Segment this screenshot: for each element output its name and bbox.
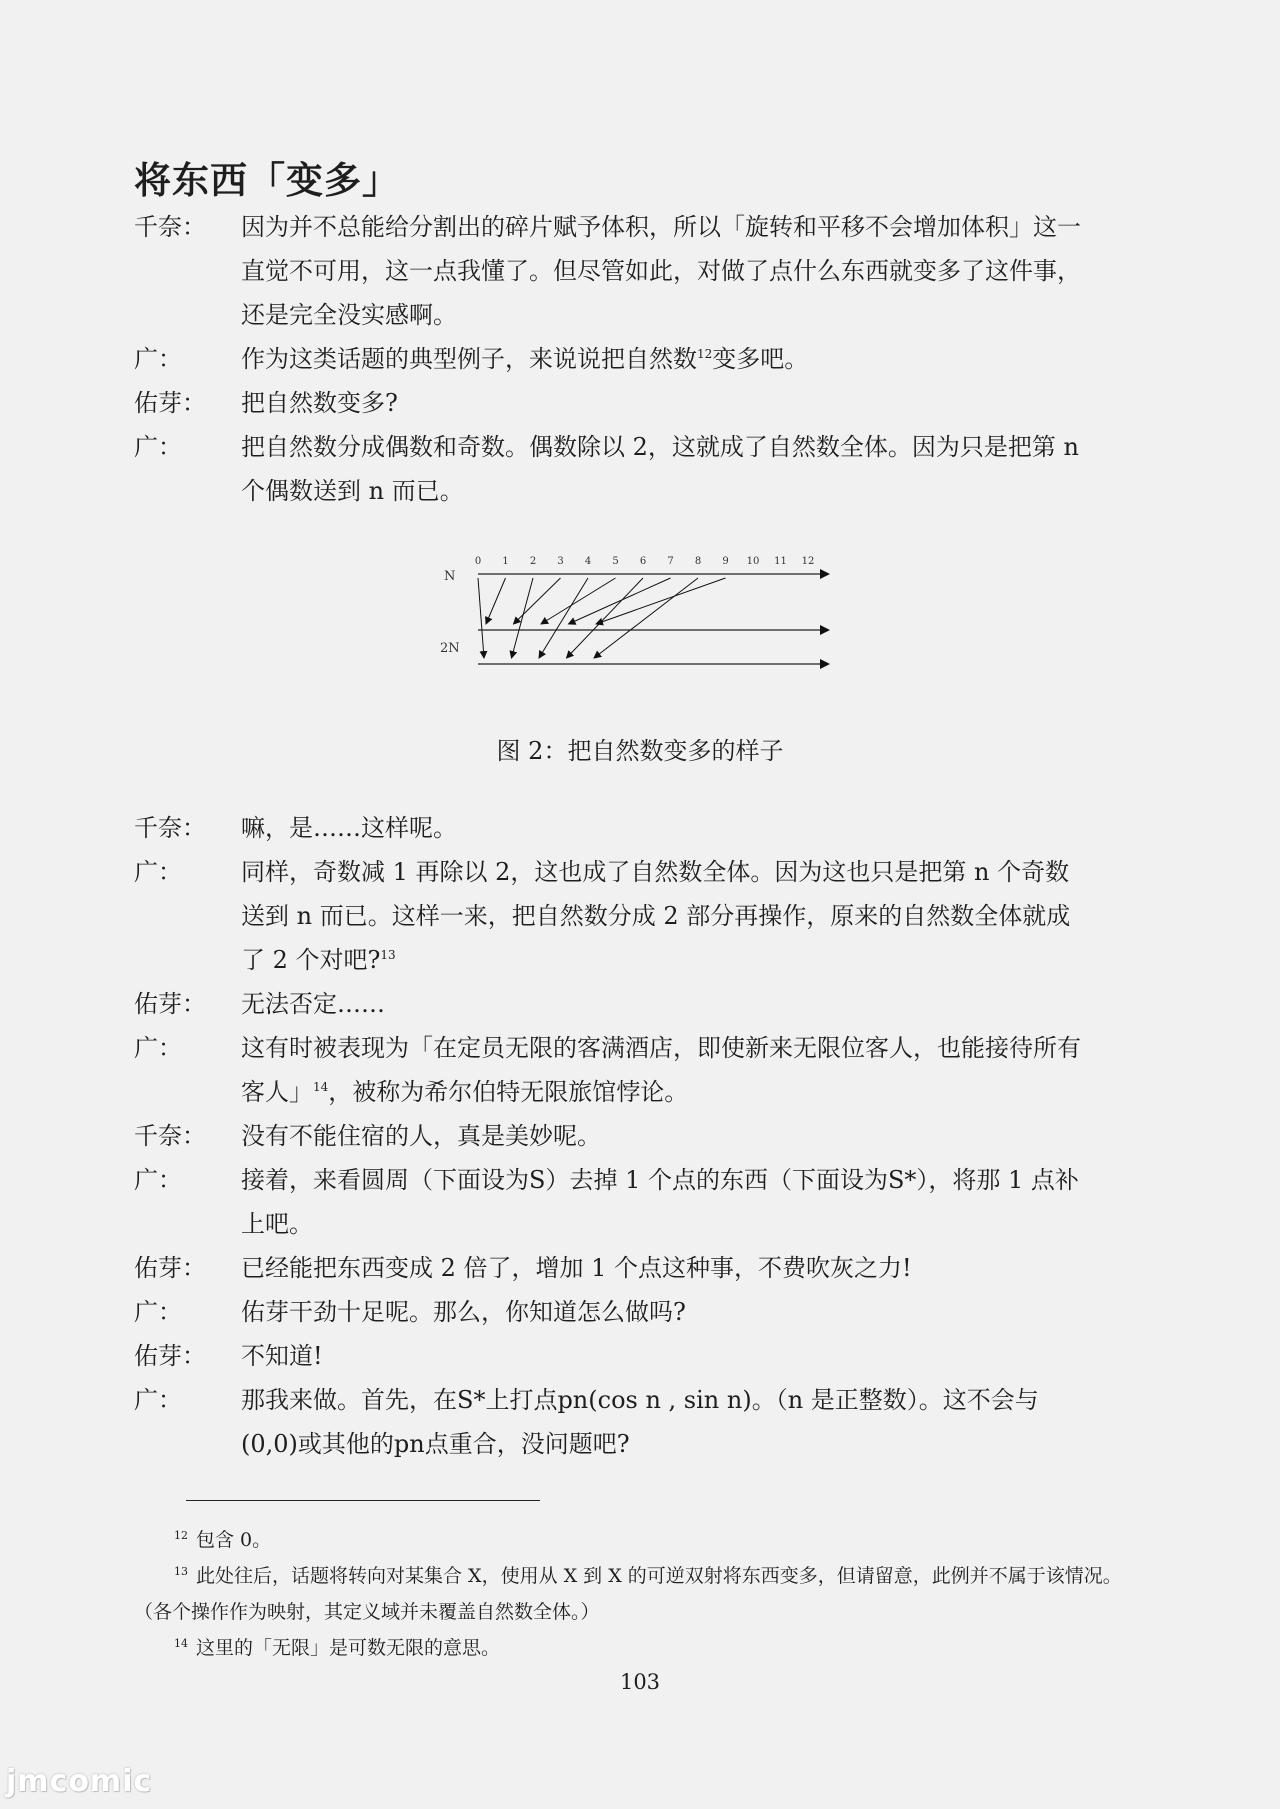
speech-text: 因为并不总能给分割出的碎片赋予体积，所以「旋转和平移不会增加体积」这一直觉不可用，这一点我懂了。但尽管如此，对做了点什么东西就变多了这件事，还是完全没实感啊。: [241, 213, 1081, 329]
speech-text: 嘛，是……这样呢。: [241, 814, 457, 842]
footnote-number: 14: [174, 1636, 188, 1650]
speaker-label: 广：: [134, 1034, 182, 1062]
tick-label: 12: [801, 556, 815, 567]
footnote-divider: [186, 1500, 540, 1501]
dialogue-bottom: [134, 806, 1134, 1466]
natural-numbers-diagram: [430, 550, 850, 680]
mapping-arrows: [478, 578, 726, 658]
speaker-label: 千奈：: [134, 814, 206, 842]
footnote-ref: 12: [697, 347, 713, 361]
dialogue-line: [134, 1246, 1134, 1290]
row-label-2n: 2N: [440, 641, 460, 656]
speech-text: 已经能把东西变成 2 倍了，增加 1 个点这种事，不费吹灰之力!: [241, 1254, 912, 1282]
footnote-number: 13: [174, 1564, 188, 1578]
speech-text: 那我来做。首先，在S*上打点pn(cos n , sin n)。（n 是正整数）。这不会与(0,0)或其他的pn点重合，没问题吧?: [241, 1386, 1039, 1458]
even-mapping-arrow: [594, 578, 698, 658]
watermark-logo: jmcomic: [6, 1764, 153, 1799]
speaker-label: 千奈：: [134, 213, 206, 241]
tick-label: 3: [557, 556, 564, 567]
dialogue-line: [134, 850, 1134, 982]
dialogue-line: [134, 337, 1134, 381]
figure-caption: 图 2：把自然数变多的样子: [496, 737, 784, 765]
speech-text-before: 这有时被表现为「在定员无限的客满酒店，即使新来无限位客人，也能接待所有客人」: [241, 1034, 1081, 1106]
row-label-n: N: [444, 569, 456, 584]
dialogue-line: [134, 1334, 1134, 1378]
speech-text-before: 作为这类话题的典型例子，来说说把自然数: [241, 345, 697, 373]
dialogue-line: [134, 1158, 1134, 1246]
even-mapping-arrow: [512, 578, 534, 658]
footnote-text: 包含 0。: [196, 1529, 272, 1551]
speech-text: 没有不能住宿的人，真是美妙呢。: [241, 1122, 601, 1150]
footnote: [134, 1522, 1144, 1558]
odd-mapping-arrow: [486, 578, 506, 624]
page-number: 103: [619, 1670, 661, 1694]
dialogue-line: [134, 381, 1134, 425]
dialogue-line: [134, 425, 1134, 513]
tick-label: 4: [584, 556, 592, 567]
speaker-label: 佑芽：: [134, 389, 206, 417]
odd-mapping-arrow: [541, 578, 616, 624]
speech-text: 接着，来看圆周（下面设为S）去掉 1 个点的东西（下面设为S*），将那 1 点补上吧。: [241, 1166, 1079, 1238]
dialogue-line: [134, 982, 1134, 1026]
dialogue-line: [134, 205, 1134, 337]
speaker-label: 佑芽：: [134, 1254, 206, 1282]
footnote: [134, 1558, 1144, 1630]
footnotes: [134, 1522, 1144, 1666]
footnote-ref: 13: [380, 948, 396, 962]
speaker-label: 广：: [134, 858, 182, 886]
speaker-label: 千奈：: [134, 1122, 206, 1150]
odd-mapping-arrow: [514, 578, 561, 624]
dialogue-line: [134, 1378, 1134, 1466]
tick-label: 7: [667, 556, 674, 567]
speaker-label: 广：: [134, 1386, 182, 1414]
odd-mapping-arrow: [596, 578, 726, 624]
speech-text: 把自然数变多?: [241, 389, 398, 417]
tick-label: 9: [722, 556, 729, 567]
speaker-label: 广：: [134, 345, 182, 373]
speaker-label: 广：: [134, 1298, 182, 1326]
tick-label: 5: [612, 556, 619, 567]
dialogue-line: [134, 1114, 1134, 1158]
speech-text-after: 变多吧。: [712, 345, 809, 373]
speaker-label: 佑芽：: [134, 1342, 206, 1370]
speaker-label: 广：: [134, 433, 182, 461]
speaker-label: 广：: [134, 1166, 182, 1194]
even-mapping-arrow: [478, 578, 484, 658]
footnote: [134, 1630, 1144, 1666]
dialogue-line: [134, 1026, 1134, 1114]
footnote-ref: 14: [313, 1080, 329, 1094]
even-mapping-arrow: [567, 578, 644, 658]
speech-text: 把自然数分成偶数和奇数。偶数除以 2，这就成了自然数全体。因为只是把第 n 个偶数送到 n 而已。: [241, 433, 1079, 505]
footnote-text: 这里的「无限」是可数无限的意思。: [196, 1637, 501, 1659]
tick-labels: [475, 556, 815, 567]
speech-text: 佑芽干劲十足呢。那么，你知道怎么做吗?: [241, 1298, 686, 1326]
tick-label: 11: [774, 556, 787, 567]
speaker-label: 佑芽：: [134, 990, 206, 1018]
speech-text: [241, 850, 1091, 982]
speech-text: 无法否定……: [241, 990, 385, 1018]
tick-label: 2: [529, 556, 537, 567]
section-title: 将东西「变多」: [134, 159, 400, 202]
speech-text: [241, 337, 1091, 381]
dialogue-line: [134, 1290, 1134, 1334]
tick-label: 0: [474, 556, 482, 567]
speech-text: [241, 1026, 1091, 1114]
speech-text-after: ，被称为希尔伯特无限旅馆悖论。: [328, 1078, 689, 1106]
tick-label: 10: [746, 556, 760, 567]
dialogue-top: [134, 205, 1134, 513]
footnote-text: 此处往后，话题将转向对某集合 X，使用从 X 到 X 的可逆双射将东西变多，但请留意，此例并不属于该情况。（各个操作作为映射，其定义域并未覆盖自然数全体。）: [134, 1565, 1122, 1623]
speech-text: 不知道!: [241, 1342, 323, 1370]
tick-label: 1: [502, 556, 509, 567]
tick-label: 8: [694, 556, 702, 567]
diagram-svg: [430, 550, 850, 680]
footnote-number: 12: [174, 1528, 188, 1542]
dialogue-line: [134, 806, 1134, 850]
speech-text-before: 同样，奇数减 1 再除以 2，这也成了自然数全体。因为这也只是把第 n 个奇数送到 n 而已。这样一来，把自然数分成 2 部分再操作，原来的自然数全体就成了 2 个对吧?: [241, 858, 1071, 974]
tick-label: 6: [639, 556, 647, 567]
